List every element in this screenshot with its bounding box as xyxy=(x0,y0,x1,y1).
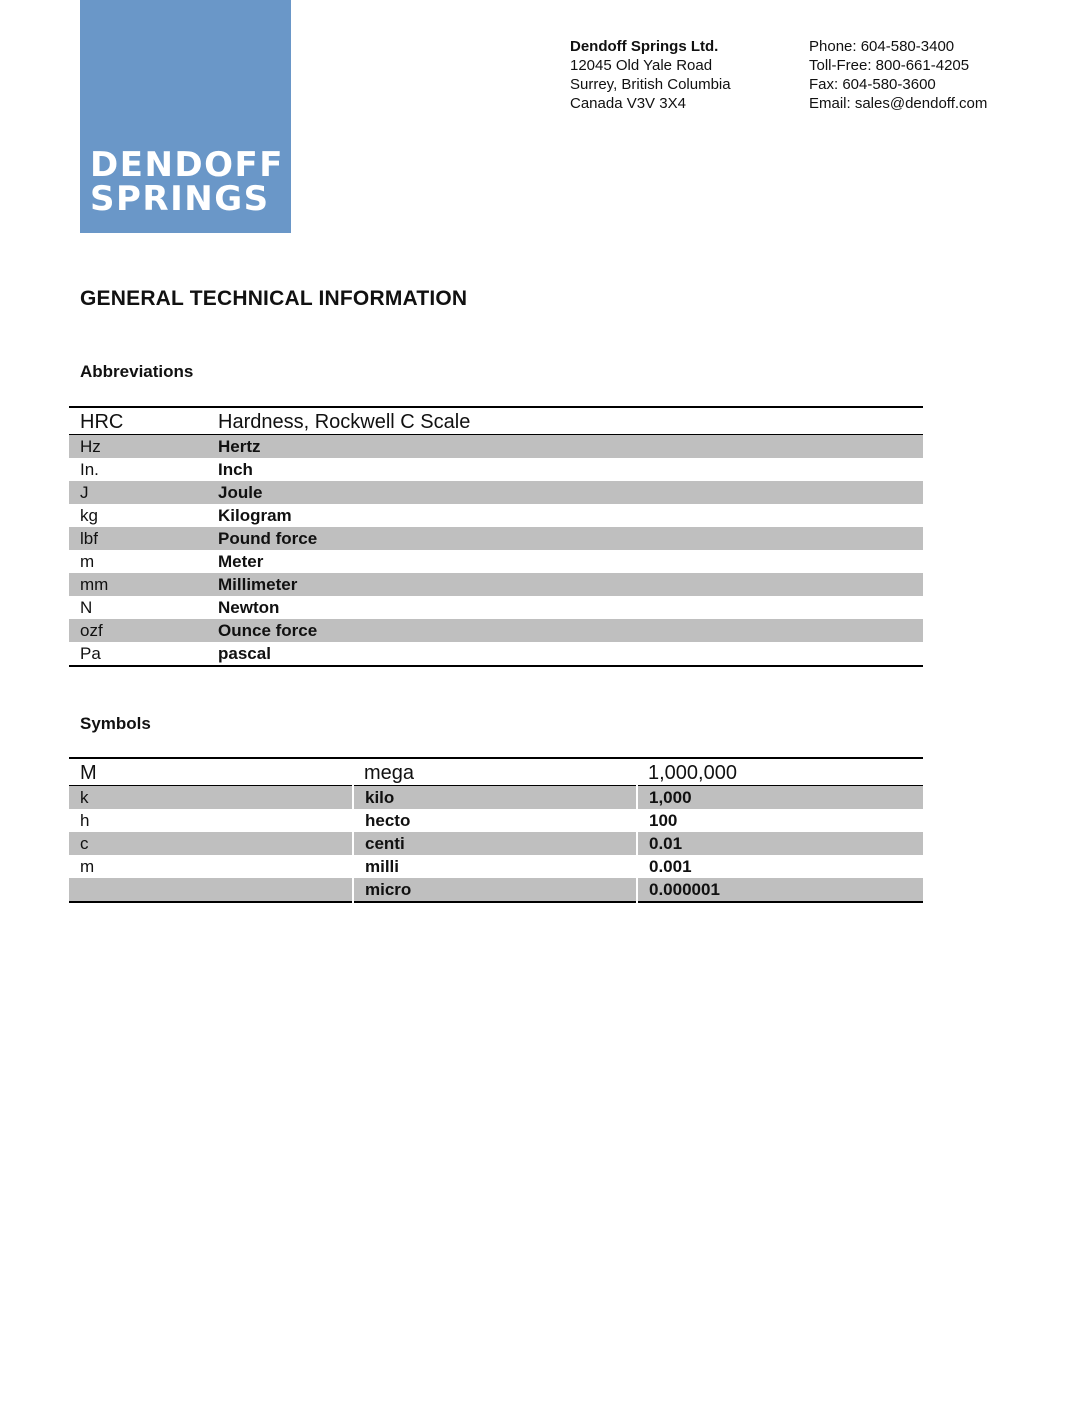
table-row xyxy=(69,878,923,902)
company-address xyxy=(570,37,731,113)
company-contact-info xyxy=(809,37,987,113)
symbol-cell: c xyxy=(69,832,353,855)
abbreviation-cell: mm xyxy=(69,573,207,596)
table-row xyxy=(69,642,923,666)
abbreviation-cell: Hz xyxy=(69,435,207,459)
symbol-cell: m xyxy=(69,855,353,878)
meaning-cell: Pound force xyxy=(207,527,923,550)
table-row xyxy=(69,786,923,810)
abbreviation-cell: In. xyxy=(80,459,99,479)
symbol-cell xyxy=(69,878,353,902)
meaning-cell: Meter xyxy=(218,551,264,571)
symbol-cell: M xyxy=(69,758,353,786)
prefix-cell: micro xyxy=(353,878,637,902)
abbreviation-cell: lbf xyxy=(69,527,207,550)
abbreviation-cell: ozf xyxy=(69,619,207,642)
prefix-cell: kilo xyxy=(353,786,637,810)
abbreviations-header-row xyxy=(69,407,923,435)
meaning-cell: Hardness, Rockwell C Scale xyxy=(207,407,923,435)
abbreviation-cell: m xyxy=(80,551,95,571)
company-name: Dendoff Springs Ltd. xyxy=(570,38,719,55)
tollfree-number: Toll-Free: 800-661-4205 xyxy=(809,57,970,74)
table-row xyxy=(69,550,923,573)
table-row xyxy=(69,832,923,855)
factor-cell: 100 xyxy=(649,810,678,830)
factor-cell: 0.01 xyxy=(637,832,923,855)
abbreviation-cell: kg xyxy=(80,505,98,525)
table-row xyxy=(69,458,923,481)
phone-number: Phone: 604-580-3400 xyxy=(809,38,955,55)
email-address: Email: sales@dendoff.com xyxy=(809,95,988,112)
symbol-cell: h xyxy=(69,809,353,832)
symbol-cell: k xyxy=(69,786,353,810)
factor-cell: 1,000,000 xyxy=(637,758,923,786)
abbreviation-cell: N xyxy=(80,597,93,617)
meaning-cell: Ounce force xyxy=(207,619,923,642)
table-row xyxy=(69,435,923,459)
prefix-cell: hecto xyxy=(353,809,637,832)
fax-number: Fax: 604-580-3600 xyxy=(809,76,936,93)
page-title: GENERAL TECHNICAL INFORMATION xyxy=(80,287,468,310)
factor-cell: 1,000 xyxy=(637,786,923,810)
prefix-cell: milli xyxy=(353,855,637,878)
abbreviation-cell: Pa xyxy=(80,643,101,663)
abbreviations-table xyxy=(69,406,923,667)
meaning-cell: Joule xyxy=(207,481,923,504)
meaning-cell: pascal xyxy=(218,643,271,663)
logo-line-2: SPRINGS xyxy=(90,179,270,219)
table-row xyxy=(69,855,923,878)
abbreviations-heading: Abbreviations xyxy=(80,362,194,381)
table-row xyxy=(69,573,923,596)
table-row xyxy=(69,504,923,527)
table-row xyxy=(69,809,923,832)
company-logo xyxy=(80,0,291,233)
table-row xyxy=(69,596,923,619)
table-row xyxy=(69,527,923,550)
symbols-header-row xyxy=(69,758,923,786)
abbreviation-cell: HRC xyxy=(69,407,207,435)
table-row xyxy=(69,481,923,504)
symbols-table xyxy=(69,757,923,903)
address-line-1: 12045 Old Yale Road xyxy=(570,57,713,74)
meaning-cell: Newton xyxy=(218,597,280,617)
prefix-cell: mega xyxy=(353,758,637,786)
abbreviation-cell: J xyxy=(69,481,207,504)
meaning-cell: Hertz xyxy=(207,435,923,459)
prefix-cell: centi xyxy=(353,832,637,855)
meaning-cell: Inch xyxy=(218,459,253,479)
logo-text xyxy=(90,145,284,219)
address-line-2: Surrey, British Columbia xyxy=(570,76,731,93)
table-row xyxy=(69,619,923,642)
factor-cell: 0.000001 xyxy=(637,878,923,902)
logo-line-1: DENDOFF xyxy=(90,145,284,185)
factor-cell: 0.001 xyxy=(649,856,692,876)
meaning-cell: Millimeter xyxy=(207,573,923,596)
symbols-heading: Symbols xyxy=(80,714,151,733)
address-line-3: Canada V3V 3X4 xyxy=(570,95,686,112)
meaning-cell: Kilogram xyxy=(218,505,292,525)
